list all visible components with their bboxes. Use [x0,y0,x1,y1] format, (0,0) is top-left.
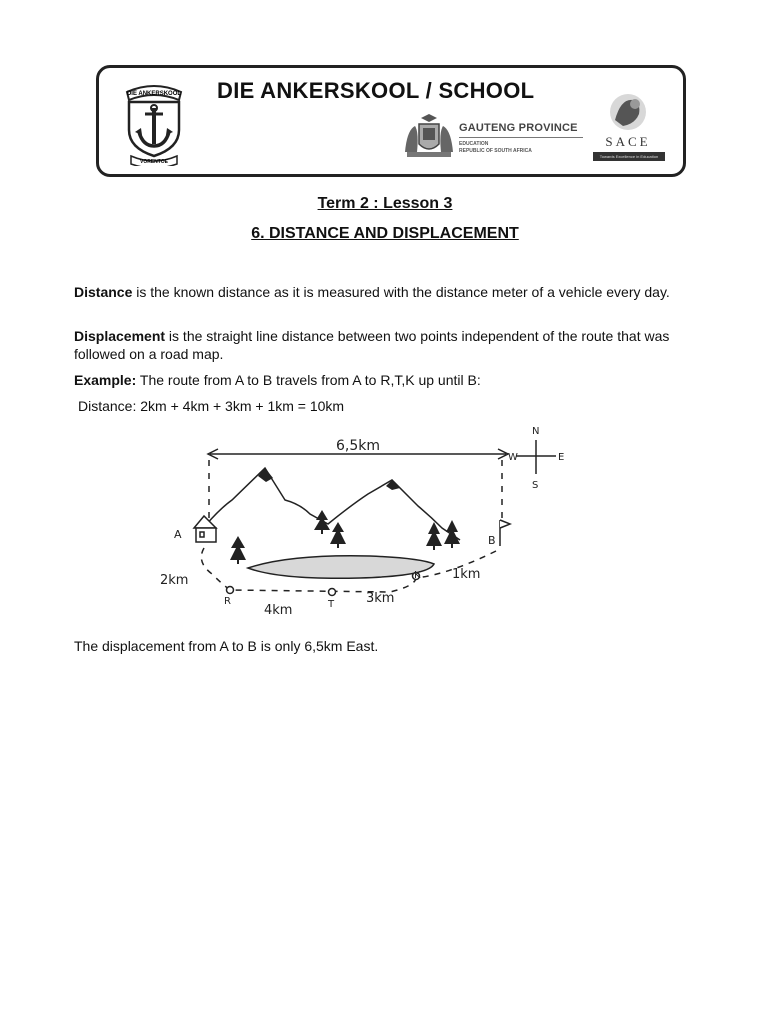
school-name: DIE ANKERSKOOL / SCHOOL [217,78,535,103]
displacement-label: 6,5km [336,438,381,454]
sace-acronym: SACE [605,134,651,149]
gauteng-divider [459,137,583,138]
segment-t-k-label: 3km [366,591,395,606]
coat-of-arms-icon [401,112,457,160]
lake-icon [248,556,434,579]
compass-west: W [508,452,518,463]
point-r-marker [227,587,234,594]
point-t-marker [329,589,336,596]
point-k-label: K [414,570,421,581]
gauteng-country: REPUBLIC OF SOUTH AFRICA [459,148,532,154]
lesson-term: Term 2 : Lesson 3 [317,195,453,212]
example-term: Example: [74,372,137,388]
displacement-term: Displacement [74,328,166,344]
point-t-label: T [328,599,335,610]
example-line [74,371,704,389]
point-r-label: R [224,596,231,607]
distance-term: Distance [74,284,133,300]
example-text: The route from A to B travels from A to R,T,K up until B: [136,372,481,388]
sace-logo [593,90,671,164]
gauteng-province-name: GAUTENG PROVINCE [459,122,578,134]
segment-a-r-label: 2km [160,573,189,588]
displacement-definition [74,327,704,363]
sace-tagline: Towards Excellence in Education [593,152,665,161]
conclusion-text: The displacement from A to B is only 6,5km East. [74,638,379,654]
compass-south: S [532,480,539,491]
crest-motto: VORENTOE [140,159,168,165]
gauteng-department: EDUCATION [459,141,489,147]
mountains-icon [200,468,460,540]
compass-east: E [558,452,565,463]
sace-emblem-icon [599,90,657,132]
house-icon [194,516,216,542]
segment-r-t-label: 4km [264,603,293,618]
distance-text: is the known distance as it is measured with the distance meter of a vehicle every day. [132,284,670,300]
crest-top-text: DIE ANKERSKOOL [126,91,182,97]
gauteng-logo [401,112,587,162]
distance-sum: Distance: 2km + 4km + 3km + 1km = 10km [78,398,345,414]
school-header [96,65,686,177]
compass-icon [508,426,564,491]
lesson-title: 6. DISTANCE AND DISPLACEMENT [251,225,519,242]
route-diagram [160,420,580,620]
point-b-label: B [488,534,496,547]
flag-icon [500,520,510,546]
displacement-text: is the straight line distance between two points independent of the route that was followed on a road map. [74,328,670,362]
segment-k-b-label: 1km [452,567,481,582]
point-a-label: A [174,528,182,541]
distance-definition [74,283,704,301]
school-crest-icon [121,78,187,166]
compass-north: N [532,426,540,437]
